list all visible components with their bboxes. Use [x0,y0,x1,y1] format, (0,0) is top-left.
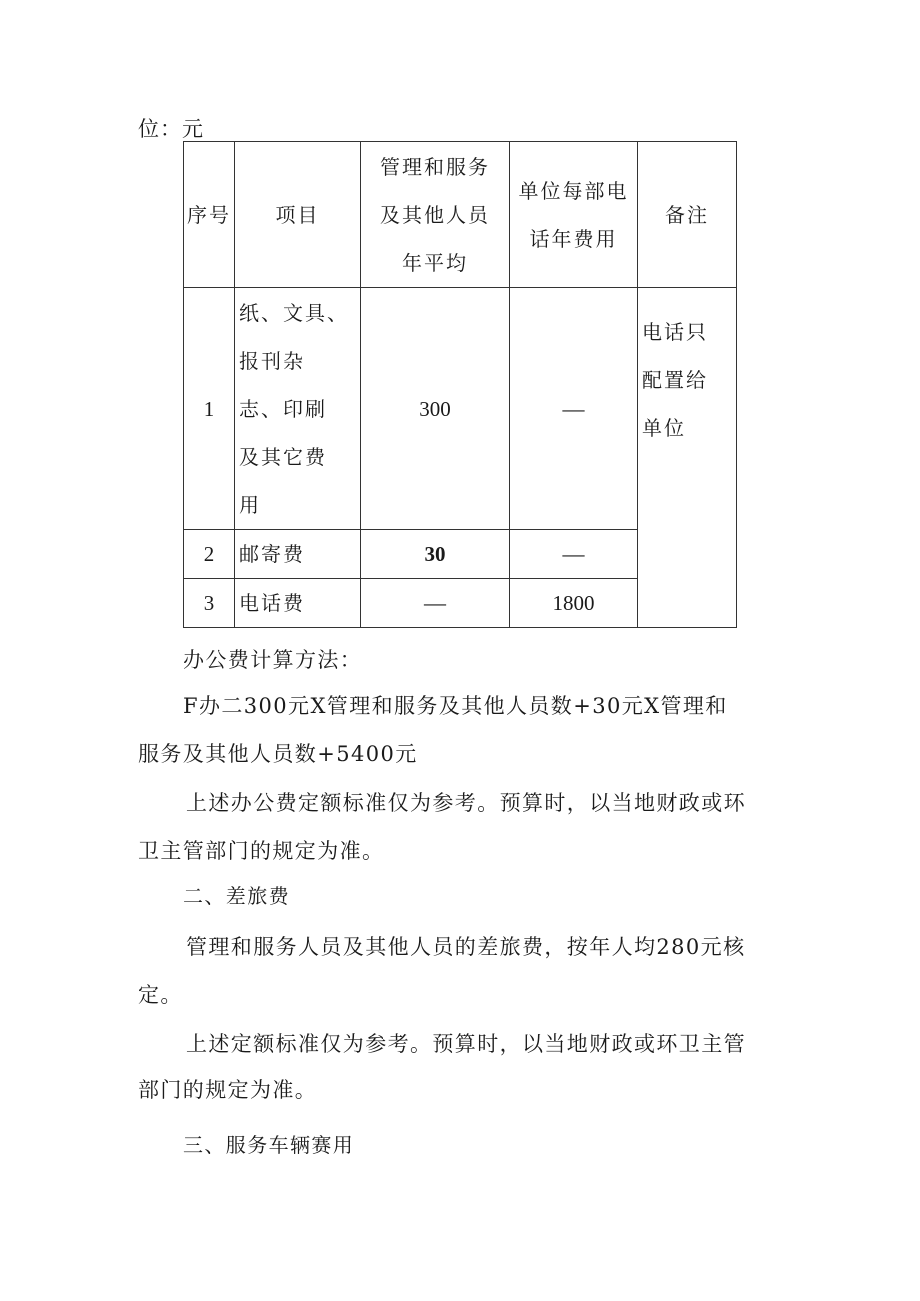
row-per-person: — [361,579,510,628]
row-item-line: 纸、文具、 [239,300,349,325]
section-heading-vehicle: 三、服务车辆赛用 [183,1133,355,1157]
reference-note-1-cont: 卫主管部门的规定为准。 [138,839,385,863]
row-item-line: 报刊杂 [239,348,305,373]
unit-label: 位：元 [138,117,204,141]
header-per-person [361,142,510,288]
note-line: 电话只 [642,320,708,344]
header-per-person-line: 及其他人员 [380,202,490,227]
row-item-line: 及其它费 [239,444,327,469]
row-per-person: 300 [361,288,510,530]
header-seq: 序号 [184,142,235,288]
table-header-row [184,142,737,288]
reference-note-1: 上述办公费定额标准仅为参考。预算时，以当地财政或环 [186,791,746,815]
header-note: 备注 [638,142,737,288]
row-item [235,288,361,530]
travel-expense-text: 管理和服务人员及其他人员的差旅费，按年人均280元核 [186,935,746,959]
header-per-phone [510,142,638,288]
reference-note-2: 上述定额标准仅为参考。预算时，以当地财政或环卫主管 [186,1032,746,1056]
note-cell [638,288,737,628]
header-per-phone-line: 单位每部电 [518,178,629,203]
header-per-phone-line: 话年费用 [529,226,618,251]
formula-line-1: F办二300元X管理和服务及其他人员数+30元X管理和 [183,694,728,718]
row-seq: 1 [184,288,235,530]
header-item: 项目 [235,142,361,288]
row-per-phone: — [510,288,638,530]
row-seq: 2 [184,530,235,579]
travel-expense-text-cont: 定。 [138,983,183,1007]
section-heading-travel: 二、差旅费 [183,884,290,908]
row-item-line: 志、印刷 [239,396,327,421]
reference-note-2-cont: 部门的规定为准。 [138,1078,318,1102]
note-line: 单位 [642,416,686,440]
table-row [184,288,737,530]
office-fee-table [183,141,737,628]
row-per-phone: — [510,530,638,579]
row-item-line: 用 [239,492,261,517]
note-line: 配置给 [642,368,708,392]
row-item: 电话费 [235,579,361,628]
row-per-person: 30 [361,530,510,579]
row-per-phone: 1800 [510,579,638,628]
header-per-person-line: 年平均 [402,250,468,275]
row-seq: 3 [184,579,235,628]
header-per-person-line: 管理和服务 [380,154,490,179]
formula-line-2: 服务及其他人员数+5400元 [138,742,418,766]
calc-method-title: 办公费计算方法： [183,648,363,672]
row-item: 邮寄费 [235,530,361,579]
